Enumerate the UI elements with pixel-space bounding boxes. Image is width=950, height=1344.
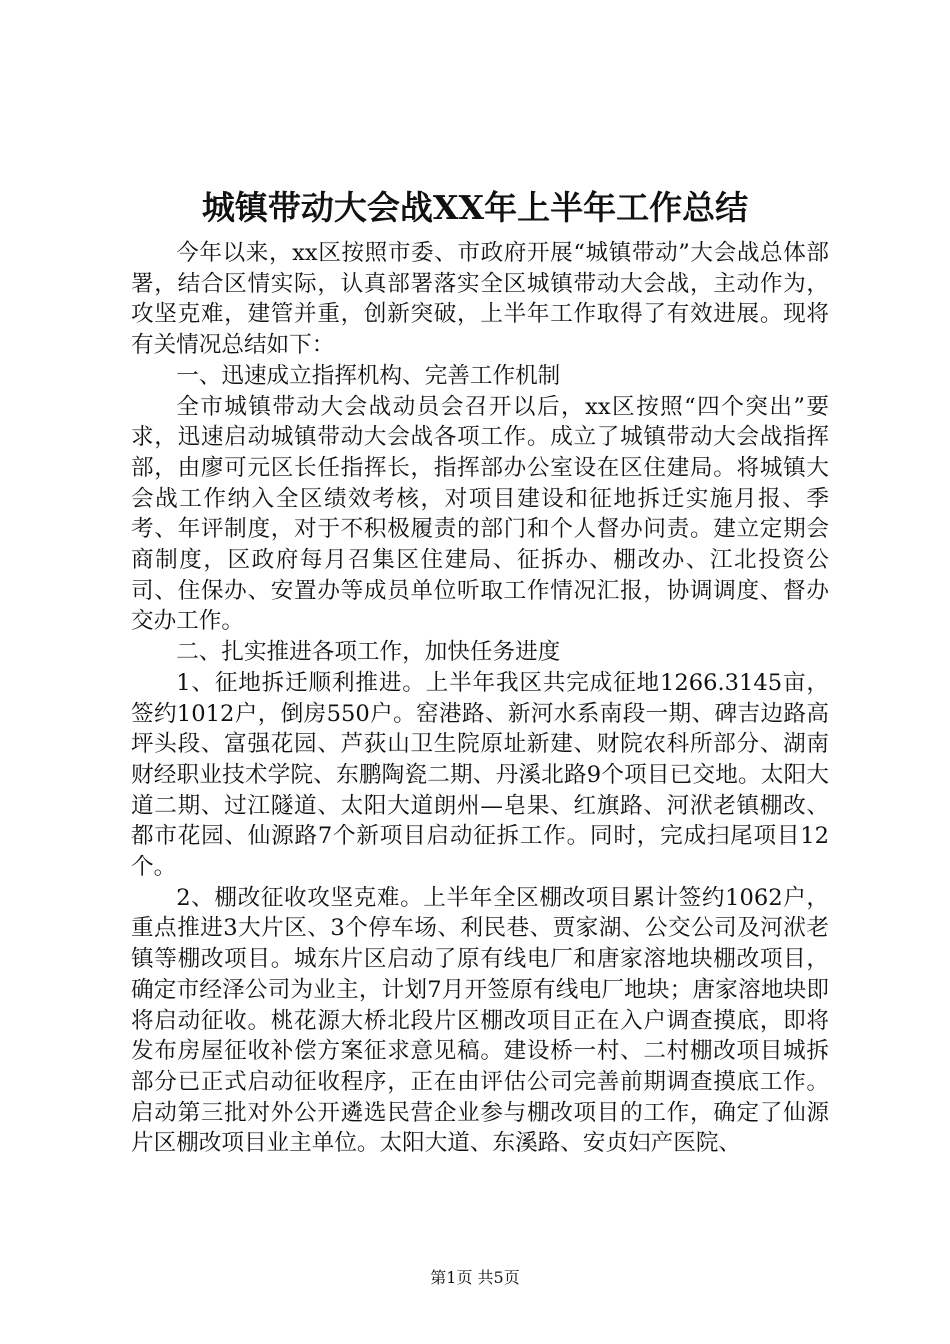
paragraph-intro: 今年以来，xx区按照市委、市政府开展“城镇带动”大会战总体部署，结合区情实际，认真部署落实全区城镇带动大会战，主动作为，攻坚克难，建管并重，创新突破，上半年工作取得了有效进展。现将有关情况总结如下： xyxy=(131,240,829,359)
heading-section-2: 二、扎实推进各项工作，加快任务进度 xyxy=(176,639,561,666)
heading-section-1: 一、迅速成立指挥机构、完善工作机制 xyxy=(176,362,561,389)
page-footer: 第1页 共5页 xyxy=(430,1268,520,1287)
paragraph-item-1: 1、征地拆迁顺利推进。上半年我区共完成征地1266.3145亩，签约1012户，倒房550户。窑港路、新河水系南段一期、碑吉边路高坪头段、富强花园、芦荻山卫生院原址新建、财院农科所部分、湖南财经职业技术学院、东鹏陶瓷二期、丹溪北路9个项目已交地。太阳大道二期、过江隧道、太阳大道朗州—皂果、红旗路、河洑老镇棚改、都市花园、仙源路7个新项目启动征拆工作。同时，完成扫尾项目12个。 xyxy=(131,669,829,881)
document-title: 城镇带动大会战XX年上半年工作总结 xyxy=(201,188,749,227)
document-body xyxy=(131,238,829,1159)
paragraph-item-2: 2、棚改征收攻坚克难。上半年全区棚改项目累计签约1062户，重点推进3大片区、3个停车场、利民巷、贾家湖、公交公司及河洑老镇等棚改项目。城东片区启动了原有线电厂和唐家溶地块棚改项目，确定市经泽公司为业主，计划7月开签原有线电厂地块；唐家溶地块即将启动征收。桃花源大桥北段片区棚改项目正在入户调查摸底，即将发布房屋征收补偿方案征求意见稿。建设桥一村、二村棚改项目城拆部分已正式启动征收程序，正在由评估公司完善前期调查摸底工作。启动第三批对外公开遴选民营企业参与棚改项目的工作，确定了仙源片区棚改项目业主单位。太阳大道、东溪路、安贞妇产医院、 xyxy=(131,884,829,1157)
paragraph-section-1: 全市城镇带动大会战动员会召开以后，xx区按照“四个突出”要求，迅速启动城镇带动大会战各项工作。成立了城镇带动大会战指挥部，由廖可元区长任指挥长，指挥部办公室设在区住建局。将城镇大会战工作纳入全区绩效考核，对项目建设和征地拆迁实施月报、季考、年评制度，对于不积极履责的部门和个人督办问责。建立定期会商制度，区政府每月召集区住建局、征拆办、棚改办、江北投资公司、住保办、安置办等成员单位听取工作情况汇报，协调调度、督办交办工作。 xyxy=(131,393,829,635)
